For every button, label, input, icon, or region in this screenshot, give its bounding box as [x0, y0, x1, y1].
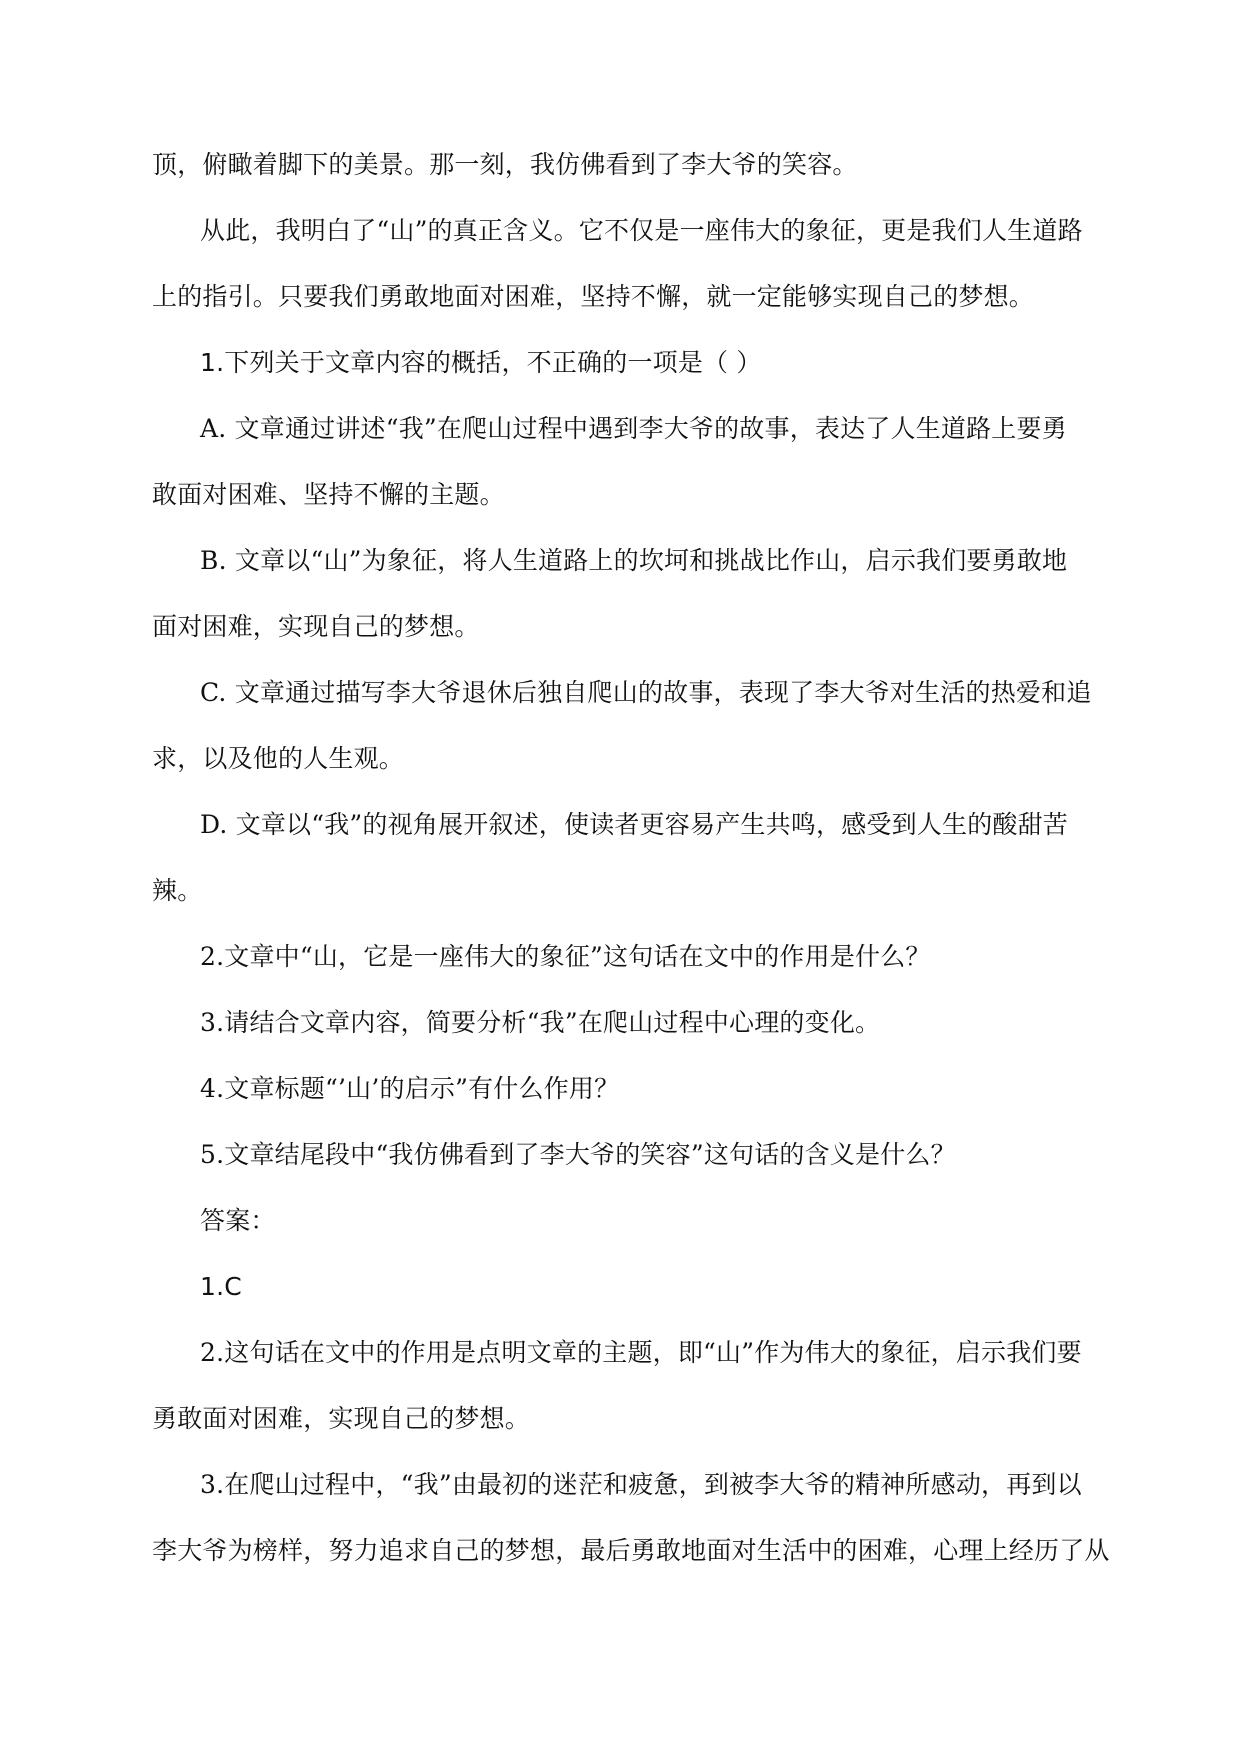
option-a-line-1: A. 文章通过讲述“我”在爬山过程中遇到李大爷的故事，表达了人生道路上要勇	[200, 414, 1067, 443]
question-1: 1.下列关于文章内容的概括，不正确的一项是（ ）	[200, 348, 762, 377]
question-2: 2.文章中“山，它是一座伟大的象征”这句话在文中的作用是什么？	[200, 942, 931, 971]
text-line: 上的指引。只要我们勇敢地面对困难，坚持不懈，就一定能够实现自己的梦想。	[152, 282, 1035, 311]
answer-2-line-1: 2.这句话在文中的作用是点明文章的主题，即“山”作为伟大的象征，启示我们要	[200, 1338, 1082, 1367]
option-b-line-2: 面对困难，实现自己的梦想。	[152, 612, 480, 641]
question-5: 5.文章结尾段中“我仿佛看到了李大爷的笑容”这句话的含义是什么？	[200, 1140, 956, 1169]
option-b-line-1: B. 文章以“山”为象征，将人生道路上的坎坷和挑战比作山，启示我们要勇敢地	[200, 546, 1068, 575]
paragraph-line: 从此，我明白了“山”的真正含义。它不仅是一座伟大的象征，更是我们人生道路	[200, 216, 1083, 245]
answers-heading: 答案：	[200, 1206, 276, 1235]
question-4: 4.文章标题“’山’的启示”有什么作用？	[200, 1074, 620, 1103]
option-c-line-1: C. 文章通过描写李大爷退休后独自爬山的故事，表现了李大爷对生活的热爱和追	[200, 678, 1092, 707]
text-line: 顶，俯瞰着脚下的美景。那一刻，我仿佛看到了李大爷的笑容。	[152, 150, 858, 179]
option-c-line-2: 求，以及他的人生观。	[152, 744, 405, 773]
question-3: 3.请结合文章内容，简要分析“我”在爬山过程中心理的变化。	[200, 1008, 881, 1037]
option-d-line-1: D. 文章以“我”的视角展开叙述，使读者更容易产生共鸣，感受到人生的酸甜苦	[200, 810, 1069, 839]
answer-1: 1.C	[200, 1272, 242, 1301]
answer-3-line-2: 李大爷为榜样，努力追求自己的梦想，最后勇敢地面对生活中的困难，心理上经历了从	[152, 1536, 1110, 1565]
answer-3-line-1: 3.在爬山过程中，“我”由最初的迷茫和疲惫，到被李大爷的精神所感动，再到以	[200, 1470, 1082, 1499]
option-a-line-2: 敢面对困难、坚持不懈的主题。	[152, 480, 505, 509]
option-d-line-2: 辣。	[152, 876, 203, 905]
answer-2-line-2: 勇敢面对困难，实现自己的梦想。	[152, 1404, 531, 1433]
